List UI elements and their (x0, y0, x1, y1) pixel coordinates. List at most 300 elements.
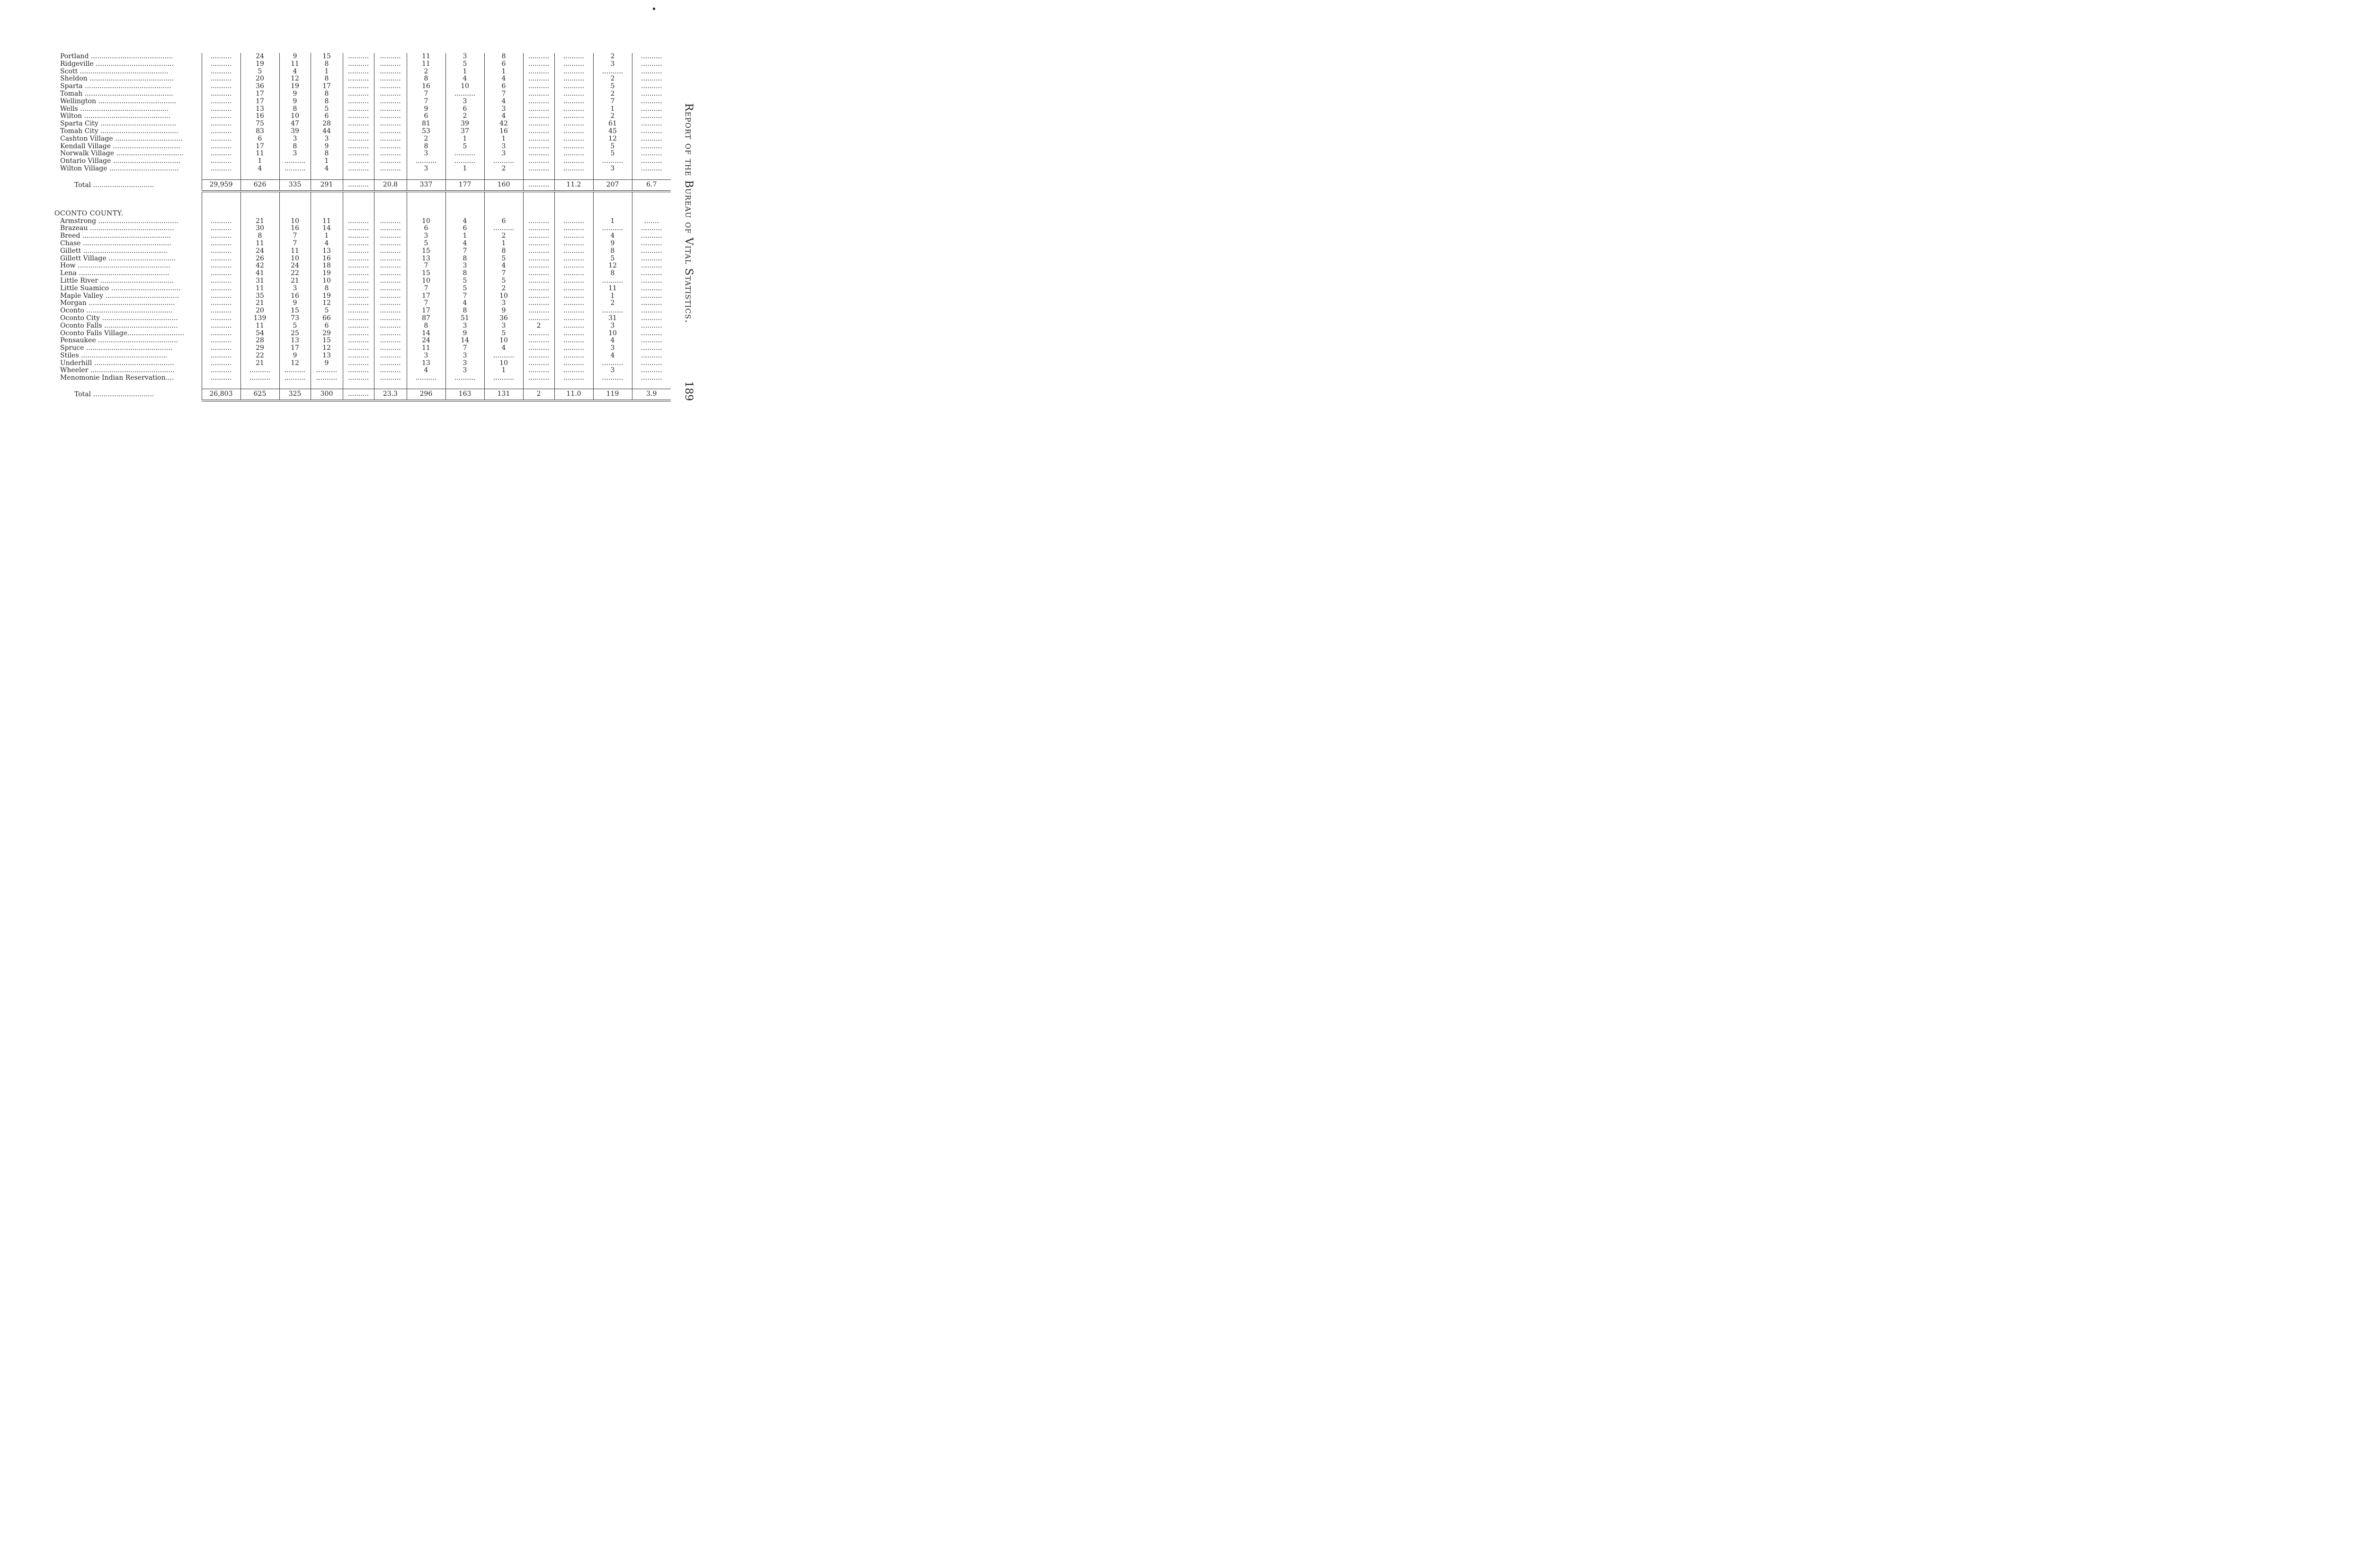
table-cell: 28 (240, 337, 279, 345)
table-cell: .......... (523, 150, 554, 158)
table-cell: .......... (632, 277, 671, 285)
table-cell: 3 (407, 232, 445, 240)
table-cell: 17 (407, 293, 445, 300)
vital-statistics-table (53, 53, 671, 401)
table-cell: 51 (445, 315, 484, 322)
table-cell: 12 (593, 135, 632, 143)
table-cell: 14 (445, 337, 484, 345)
table-cell: .......... (374, 68, 407, 76)
table-cell: 1 (593, 293, 632, 300)
table-cell: .......... (374, 165, 407, 173)
table-cell: .......... (593, 68, 632, 76)
table-cell: 1 (311, 158, 343, 165)
table-cell: 7 (593, 98, 632, 106)
table-cell: 7 (484, 270, 523, 277)
table-cell: .......... (554, 360, 593, 367)
row-label: Oconto City .................................... (60, 314, 178, 322)
empty-cell (53, 173, 202, 180)
table-row (53, 307, 671, 315)
table-row (53, 240, 671, 248)
table-cell: .......... (343, 158, 374, 165)
table-cell: 7 (407, 300, 445, 307)
table-cell: 7 (445, 248, 484, 255)
table-cell: 2 (445, 113, 484, 120)
empty-cell (279, 210, 311, 218)
table-cell: .......... (202, 322, 240, 330)
row-label: Kendall Village ................................ (60, 143, 180, 150)
table-cell: 21 (240, 360, 279, 367)
table-row (53, 83, 671, 90)
table-cell: ....... (632, 218, 671, 225)
row-label: Little Suamico ................................. (60, 285, 181, 292)
table-cell: .......... (343, 240, 374, 248)
table-cell: .......... (554, 53, 593, 61)
table-cell: 9 (311, 360, 343, 367)
table-cell: .......... (523, 352, 554, 360)
table-cell: .......... (343, 179, 374, 191)
row-label: Wilton Village ................................. (60, 165, 179, 172)
table-cell: .......... (554, 322, 593, 330)
table-cell: .......... (343, 330, 374, 338)
table-cell: .......... (632, 165, 671, 173)
empty-cell (202, 173, 240, 180)
empty-cell (593, 191, 632, 210)
table-cell: .......... (523, 255, 554, 263)
table-cell: .......... (632, 225, 671, 232)
table-cell: .......... (202, 315, 240, 322)
table-cell: .......... (202, 53, 240, 61)
empty-cell (523, 173, 554, 180)
table-cell: .......... (202, 330, 240, 338)
table-row (53, 120, 671, 128)
table-cell: 4 (445, 300, 484, 307)
table-cell: 7 (407, 90, 445, 98)
table-cell: .......... (202, 232, 240, 240)
table-cell: 3 (593, 345, 632, 352)
table-cell: .......... (484, 158, 523, 165)
table-cell: 7 (445, 293, 484, 300)
table-cell: .......... (554, 374, 593, 382)
table-cell: 5 (593, 143, 632, 151)
table-cell: 6 (240, 135, 279, 143)
table-cell: .......... (202, 120, 240, 128)
table-cell: .......... (240, 367, 279, 374)
table-cell: .......... (374, 307, 407, 315)
table-cell: 11 (593, 285, 632, 293)
row-label: Little River ................................... (60, 277, 174, 285)
table-cell: .......... (343, 143, 374, 151)
table-cell: .......... (554, 90, 593, 98)
table-cell: .......... (374, 143, 407, 151)
table-cell: .......... (343, 165, 374, 173)
table-cell: .......... (202, 90, 240, 98)
row-label: Underhill ...................................... (60, 359, 174, 367)
table-cell: 10 (279, 113, 311, 120)
table-cell: .......... (523, 248, 554, 255)
table-cell: 3 (484, 150, 523, 158)
table-cell: .......... (202, 143, 240, 151)
table-cell: 19 (279, 83, 311, 90)
table-cell: .......... (202, 374, 240, 382)
table-cell: 8 (311, 61, 343, 68)
table-cell: 29,959 (202, 179, 240, 191)
empty-cell (632, 382, 671, 389)
table-cell: .......... (554, 300, 593, 307)
table-row (53, 270, 671, 277)
table-cell: 5 (484, 330, 523, 338)
table-cell: 7 (407, 285, 445, 293)
table-cell: 9 (311, 143, 343, 151)
row-label: Scott .......................................... (60, 68, 169, 75)
table-cell: .......... (554, 106, 593, 113)
table-cell: .......... (202, 337, 240, 345)
table-row (53, 68, 671, 76)
table-cell: .......... (343, 98, 374, 106)
table-cell: .......... (632, 307, 671, 315)
table-cell: 3 (407, 352, 445, 360)
table-cell: .......... (343, 352, 374, 360)
table-cell: .......... (554, 75, 593, 83)
row-label: Ridgeville ..................................... (60, 60, 174, 68)
table-cell: .......... (523, 225, 554, 232)
table-cell: 4 (445, 240, 484, 248)
row-label: Ontario Village ................................ (60, 158, 181, 165)
table-cell: 6 (484, 61, 523, 68)
table-cell: .......... (343, 150, 374, 158)
table-cell: .......... (554, 262, 593, 270)
table-cell: 19 (311, 293, 343, 300)
table-cell: 3 (593, 322, 632, 330)
table-cell: 17 (240, 98, 279, 106)
table-cell: .......... (202, 240, 240, 248)
table-cell: .......... (202, 165, 240, 173)
table-cell: 4 (484, 113, 523, 120)
table-cell: 5 (445, 285, 484, 293)
table-cell: 24 (279, 262, 311, 270)
table-cell: .......... (374, 285, 407, 293)
table-row (53, 367, 671, 374)
table-cell: .......... (374, 218, 407, 225)
table-cell: 7 (407, 98, 445, 106)
row-label: Menomonie Indian Reservation.... (60, 374, 174, 382)
table-cell: .......... (554, 165, 593, 173)
table-cell: .......... (202, 158, 240, 165)
table-cell: .......... (523, 270, 554, 277)
table-cell: .......... (374, 120, 407, 128)
table-cell: 1 (484, 367, 523, 374)
table-cell: .......... (374, 255, 407, 263)
table-cell: .......... (374, 225, 407, 232)
table-cell: 139 (240, 315, 279, 322)
table-cell: 8 (484, 248, 523, 255)
table-cell: .......... (554, 352, 593, 360)
table-cell: 22 (240, 352, 279, 360)
table-cell: 7 (279, 232, 311, 240)
empty-cell (311, 382, 343, 389)
table-cell: .......... (523, 337, 554, 345)
table-cell: .......... (374, 240, 407, 248)
table-cell: 10 (484, 293, 523, 300)
table-cell: .......... (202, 293, 240, 300)
table-cell: .......... (374, 83, 407, 90)
running-title: Report of the Bureau of Vital Statistics. (683, 103, 694, 323)
table-cell: 2 (593, 75, 632, 83)
table-cell: 2 (407, 135, 445, 143)
row-label: Tomah City ..................................... (60, 127, 178, 135)
table-cell: 14 (407, 330, 445, 338)
row-label: Armstrong ...................................... (60, 217, 178, 225)
table-cell: .......... (374, 293, 407, 300)
table-cell: 36 (484, 315, 523, 322)
table-cell: .......... (523, 330, 554, 338)
table-cell: .......... (523, 120, 554, 128)
table-cell: .......... (632, 53, 671, 61)
table-cell: 5 (593, 255, 632, 263)
row-label: Stiles ......................................... (60, 352, 168, 359)
table-cell: .......... (202, 61, 240, 68)
table-cell: 8 (311, 90, 343, 98)
empty-cell (343, 382, 374, 389)
table-cell: .......... (343, 277, 374, 285)
table-cell: 8 (445, 307, 484, 315)
table-cell: .......... (554, 98, 593, 106)
table-cell: 6.7 (632, 179, 671, 191)
table-cell: .......... (554, 218, 593, 225)
table-cell: .......... (374, 315, 407, 322)
empty-cell (202, 382, 240, 389)
row-label: Sparta City .................................... (60, 120, 177, 128)
row-label: Morgan ......................................... (60, 300, 175, 307)
empty-cell (484, 210, 523, 218)
table-cell: 28 (311, 120, 343, 128)
table-cell: .......... (632, 75, 671, 83)
table-cell: 8 (240, 232, 279, 240)
table-cell: 8 (445, 255, 484, 263)
table-cell: 1 (484, 135, 523, 143)
table-row (53, 106, 671, 113)
table-cell: 20.8 (374, 179, 407, 191)
table-cell: 337 (407, 179, 445, 191)
empty-cell (311, 210, 343, 218)
row-label: Brazeau ........................................ (60, 225, 174, 232)
table-cell: .......... (554, 307, 593, 315)
table-cell: .......... (343, 322, 374, 330)
table-cell: .......... (445, 374, 484, 382)
table-row (53, 352, 671, 360)
table-cell: .......... (593, 307, 632, 315)
table-cell: 13 (407, 255, 445, 263)
table-cell: .......... (343, 135, 374, 143)
table-row (53, 345, 671, 352)
empty-cell (374, 191, 407, 210)
table-cell: 7 (445, 345, 484, 352)
table-cell: .......... (240, 374, 279, 382)
empty-cell (279, 382, 311, 389)
table-cell: .......... (632, 300, 671, 307)
table-cell: 15 (407, 248, 445, 255)
table-cell: 11 (279, 61, 311, 68)
table-cell: .......... (202, 68, 240, 76)
total-row (53, 179, 671, 191)
table-cell: 325 (279, 389, 311, 401)
table-cell: .......... (343, 120, 374, 128)
table-cell: .......... (311, 367, 343, 374)
table-cell: .......... (202, 106, 240, 113)
table-cell: .......... (343, 61, 374, 68)
table-cell: 21 (279, 277, 311, 285)
table-cell: .......... (554, 120, 593, 128)
table-cell: 4 (311, 165, 343, 173)
table-cell: .......... (202, 113, 240, 120)
empty-cell (374, 382, 407, 389)
table-row (53, 225, 671, 232)
table-cell: .......... (445, 90, 484, 98)
row-label: How ............................................ (60, 262, 170, 270)
table-cell: .......... (202, 128, 240, 135)
empty-cell (632, 191, 671, 210)
empty-cell (311, 191, 343, 210)
table-cell: 21 (240, 218, 279, 225)
table-cell: 15 (407, 270, 445, 277)
table-row (53, 75, 671, 83)
table-cell: .......... (343, 90, 374, 98)
table-row (53, 113, 671, 120)
table-cell: 31 (593, 315, 632, 322)
table-cell: 3 (311, 135, 343, 143)
gap-row (53, 191, 671, 210)
row-label: Lena ........................................... (60, 270, 169, 277)
table-cell: .......... (202, 255, 240, 263)
table-cell: 24 (407, 337, 445, 345)
table-cell: 9 (279, 352, 311, 360)
empty-cell (279, 173, 311, 180)
table-cell: 81 (407, 120, 445, 128)
table-cell: 8 (311, 150, 343, 158)
empty-cell (407, 191, 445, 210)
table-cell: 6 (445, 225, 484, 232)
table-cell: 300 (311, 389, 343, 401)
table-row (53, 98, 671, 106)
table-cell: .......... (374, 248, 407, 255)
table-cell: .......... (374, 270, 407, 277)
table-cell: 1 (445, 165, 484, 173)
table-cell: 160 (484, 179, 523, 191)
table-cell: 17 (240, 90, 279, 98)
table-cell: 3 (484, 300, 523, 307)
table-cell: 16 (279, 293, 311, 300)
table-cell: .......... (632, 322, 671, 330)
table-cell: .......... (202, 83, 240, 90)
table-cell: .......... (523, 113, 554, 120)
table-cell: 26 (240, 255, 279, 263)
table-cell: 6 (484, 83, 523, 90)
table-cell: 12 (311, 345, 343, 352)
empty-cell (279, 191, 311, 210)
table-cell: 19 (240, 61, 279, 68)
table-cell: 30 (240, 225, 279, 232)
table-row (53, 128, 671, 135)
spacer-row (53, 173, 671, 180)
table-cell: 8 (445, 270, 484, 277)
table-cell: .......... (374, 337, 407, 345)
empty-cell (593, 210, 632, 218)
table-cell: .......... (523, 232, 554, 240)
table-cell: .......... (632, 232, 671, 240)
table-cell: .......... (343, 232, 374, 240)
table-cell: 1 (593, 106, 632, 113)
table-cell: .......... (343, 315, 374, 322)
table-cell: .......... (523, 367, 554, 374)
table-cell: 6 (407, 113, 445, 120)
table-cell: 10 (279, 218, 311, 225)
table-cell: .......... (632, 113, 671, 120)
table-cell: .......... (632, 90, 671, 98)
table-cell: .......... (279, 158, 311, 165)
table-cell: .......... (554, 248, 593, 255)
table-cell: 6 (484, 218, 523, 225)
table-cell: .......... (554, 277, 593, 285)
table-row (53, 315, 671, 322)
table-cell: 17 (407, 307, 445, 315)
row-label: Gillett Village ................................ (60, 255, 176, 262)
empty-cell (445, 173, 484, 180)
row-label: Wheeler ........................................ (60, 367, 175, 374)
table-cell: .......... (554, 68, 593, 76)
empty-cell (240, 173, 279, 180)
empty-cell (445, 382, 484, 389)
table-cell: 2 (593, 53, 632, 61)
table-cell: 1 (593, 218, 632, 225)
table-cell: 3.9 (632, 389, 671, 401)
table-cell: .......... (523, 374, 554, 382)
table-cell: 3 (445, 367, 484, 374)
table-cell: .......... (632, 158, 671, 165)
row-label: Portland ....................................... (60, 53, 173, 60)
table-cell: 10 (407, 277, 445, 285)
table-cell: 6 (407, 225, 445, 232)
table-cell: .......... (554, 330, 593, 338)
table-cell: .......... (374, 300, 407, 307)
table-cell: .......... (279, 165, 311, 173)
table-cell: 119 (593, 389, 632, 401)
table-cell: .......... (554, 255, 593, 263)
table-cell: .......... (374, 360, 407, 367)
table-cell: 18 (311, 262, 343, 270)
document-page (0, 0, 742, 485)
table-cell: 3 (484, 143, 523, 151)
row-label: Oconto Falls Village........................... (60, 330, 185, 337)
table-cell: 11 (407, 53, 445, 61)
table-cell: 11.0 (554, 389, 593, 401)
table-cell: .......... (374, 98, 407, 106)
table-cell: .......... (202, 262, 240, 270)
table-cell: .......... (343, 68, 374, 76)
table-cell: 1 (311, 232, 343, 240)
table-cell: 8 (407, 322, 445, 330)
table-cell: 2 (484, 165, 523, 173)
table-row (53, 277, 671, 285)
empty-cell (632, 173, 671, 180)
table-cell: .......... (374, 135, 407, 143)
table-cell: 1 (484, 68, 523, 76)
table-cell: .......... (523, 360, 554, 367)
table-cell: .......... (593, 360, 632, 367)
table-cell: 3 (445, 98, 484, 106)
table-cell: 12 (279, 360, 311, 367)
table-cell: .......... (374, 75, 407, 83)
table-cell: 21 (240, 300, 279, 307)
row-label: Gillett ........................................ (60, 247, 168, 255)
